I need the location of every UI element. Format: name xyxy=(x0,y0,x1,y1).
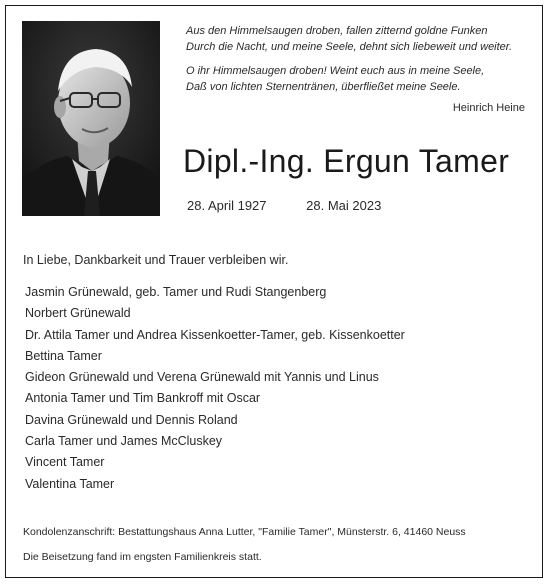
death-date: 28. Mai 2023 xyxy=(306,198,382,213)
poem-line: Durch die Nacht, und meine Seele, dehnt sich liebeweit und weiter. xyxy=(186,41,513,53)
list-item: Carla Tamer und James McCluskey xyxy=(25,434,223,449)
burial-note: Die Beisetzung fand im engsten Familienkreis statt. xyxy=(23,551,262,563)
list-item: Bettina Tamer xyxy=(25,348,102,363)
list-item: Valentina Tamer xyxy=(25,476,115,491)
list-item: Davina Grünewald und Dennis Roland xyxy=(25,412,238,427)
poem-stanza xyxy=(186,23,531,55)
list-item: Antonia Tamer und Tim Bankroff mit Oscar xyxy=(25,391,261,406)
portrait-photo-icon xyxy=(22,21,160,216)
birth-date: 28. April 1927 xyxy=(187,198,267,213)
poem-stanza xyxy=(186,63,531,95)
poem-author: Heinrich Heine xyxy=(452,102,525,114)
poem xyxy=(186,23,531,103)
intro-text: In Liebe, Dankbarkeit und Trauer verbleiben wir. xyxy=(23,253,289,267)
deceased-name: Dipl.-Ing. Ergun Tamer xyxy=(183,143,510,179)
list-item: Norbert Grünewald xyxy=(25,306,131,321)
condolence-address: Kondolenzanschrift: Bestattungshaus Anna Lutter, "Familie Tamer", Münsterstr. 6, 41460 Neuss xyxy=(23,526,466,538)
list-item: Dr. Attila Tamer und Andrea Kissenkoetter-Tamer, geb. Kissenkoetter xyxy=(25,327,405,342)
life-dates xyxy=(187,198,381,213)
list-item: Jasmin Grünewald, geb. Tamer und Rudi Stangenberg xyxy=(25,285,327,299)
poem-line: Daß von lichten Sternentränen, überfließet meine Seele. xyxy=(186,81,461,93)
poem-line: Aus den Himmelsaugen droben, fallen zitternd goldne Funken xyxy=(186,25,488,37)
mourners-list xyxy=(25,284,405,497)
list-item: Gideon Grünewald und Verena Grünewald mit Yannis und Linus xyxy=(25,370,379,385)
portrait-photo xyxy=(22,21,160,216)
list-item: Vincent Tamer xyxy=(25,455,105,470)
poem-line: O ihr Himmelsaugen droben! Weint euch aus in meine Seele, xyxy=(186,65,485,77)
